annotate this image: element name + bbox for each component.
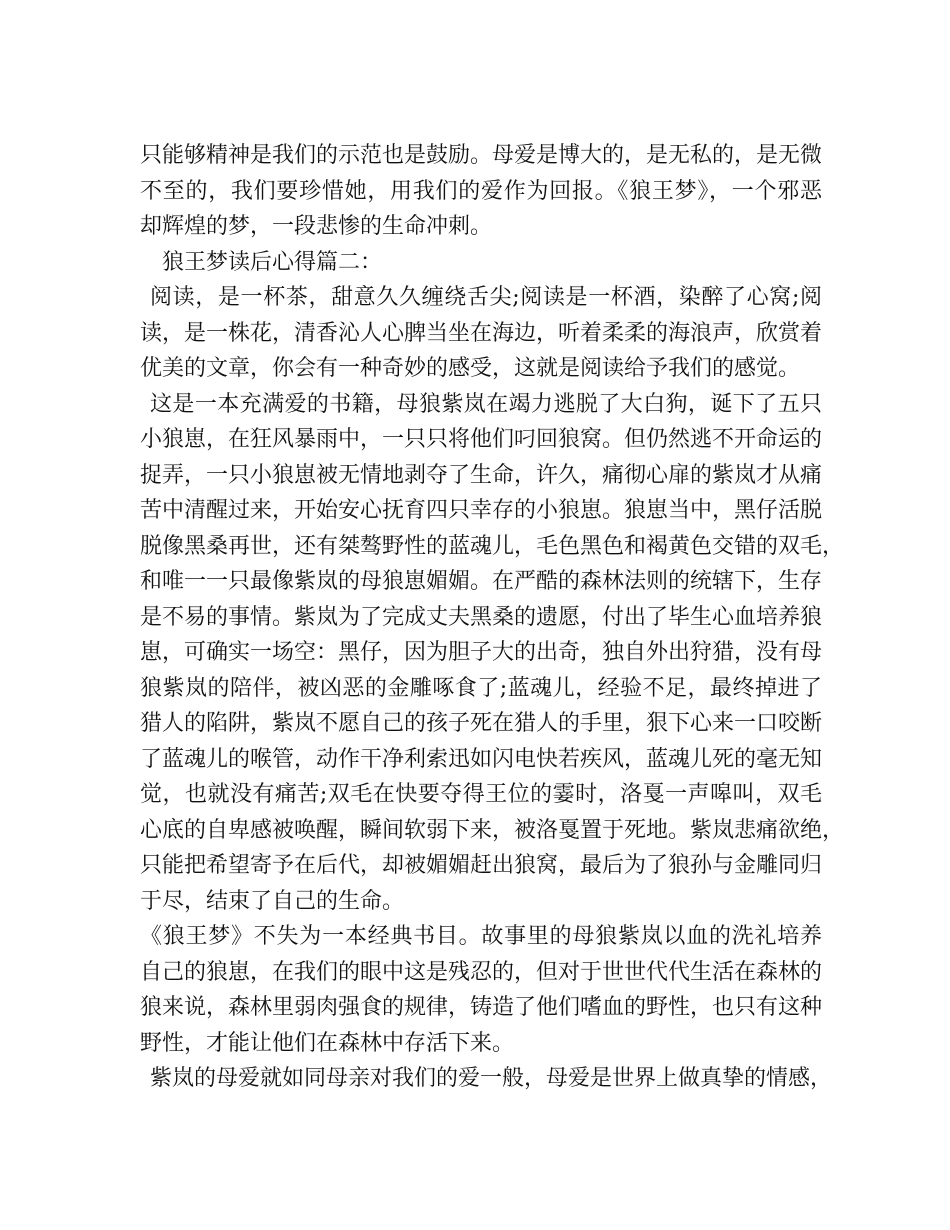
text-line: 自己的狼崽，在我们的眼中这是残忍的，但对于世世代代生活在森林的: [140, 959, 823, 985]
text-line: 只能把希望寄予在后代，却被媚媚赶出狼窝，最后为了狼孙与金雕同归: [140, 853, 823, 878]
text-line: 捉弄，一只小狼崽被无情地剥夺了生命，许久，痛彻心扉的紫岚才从痛: [140, 462, 823, 488]
text-line: 和唯一一只最像紫岚的母狼崽媚媚。在严酷的森林法则的统辖下，生存: [140, 569, 823, 594]
text-line: 阅读，是一杯茶，甜意久久缠绕舌尖;阅读是一杯酒，染醉了心窝;阅: [150, 285, 822, 310]
text-line: 却辉煌的梦，一段悲惨的生命冲刺。: [140, 214, 493, 239]
text-line: 是不易的事情。紫岚为了完成丈夫黑桑的遗愿，付出了毕生心血培养狼: [140, 604, 823, 630]
document-body: [140, 138, 845, 1097]
text-line: 猎人的陷阱，紫岚不愿自己的孩子死在猎人的手里，狠下心来一口咬断: [140, 711, 823, 736]
text-line: 崽，可确实一场空：黑仔，因为胆子大的出奇，独自外出狩猎，没有母: [140, 640, 823, 665]
text-line: 于尽，结束了自己的生命。: [140, 888, 405, 914]
text-line: 优美的文章，你会有一种奇妙的感受，这就是阅读给予我们的感觉。: [140, 356, 801, 381]
text-line: 《狼王梦》不失为一本经典书目。故事里的母狼紫岚以血的洗礼培养: [140, 924, 822, 949]
text-line: 觉，也就没有痛苦;双毛在快要夺得王位的霎时，洛戛一声嗥叫，双毛: [140, 782, 822, 807]
text-line: 这是一本充满爱的书籍，母狼紫岚在竭力逃脱了大白狗，诞下了五只: [150, 391, 822, 417]
text-line: 野性，才能让他们在森林中存活下来。: [140, 1030, 515, 1056]
text-line: 只能够精神是我们的示范也是鼓励。母爱是博大的，是无私的，是无微: [140, 143, 823, 168]
text-line: 小狼崽，在狂风暴雨中，一只只将他们叼回狼窝。但仍然逃不开命运的: [140, 427, 823, 452]
text-line: 心底的自卑感被唤醒，瞬间软弱下来，被洛戛置于死地。紫岚悲痛欲绝，: [140, 817, 845, 843]
section-heading: 狼王梦读后心得篇二：: [162, 249, 383, 275]
text-line: 脱像黑桑再世，还有桀骜野性的蓝魂儿，毛色黑色和褐黄色交错的双毛，: [140, 533, 845, 559]
text-line: 苦中清醒过来，开始安心抚育四只幸存的小狼崽。狼崽当中，黑仔活脱: [140, 498, 823, 523]
text-line: 读，是一株花，清香沁人心脾当坐在海边，听着柔柔的海浪声，欣赏着: [140, 320, 823, 346]
text-line: 狼来说，森林里弱肉强食的规律，铸造了他们嗜血的野性，也只有这种: [140, 995, 823, 1020]
text-line: 狼紫岚的陪伴，被凶恶的金雕啄食了;蓝魂儿，经验不足，最终掉进了: [140, 675, 822, 701]
text-line: 了蓝魂儿的喉管，动作干净利索迅如闪电快若疾风，蓝魂儿死的毫无知: [140, 746, 823, 772]
text-line: 紫岚的母爱就如同母亲对我们的爱一般，母爱是世界上做真挚的情感，: [150, 1066, 833, 1091]
text-line: 不至的，我们要珍惜她，用我们的爱作为回报。《狼王梦》，一个邪恶: [140, 178, 822, 204]
